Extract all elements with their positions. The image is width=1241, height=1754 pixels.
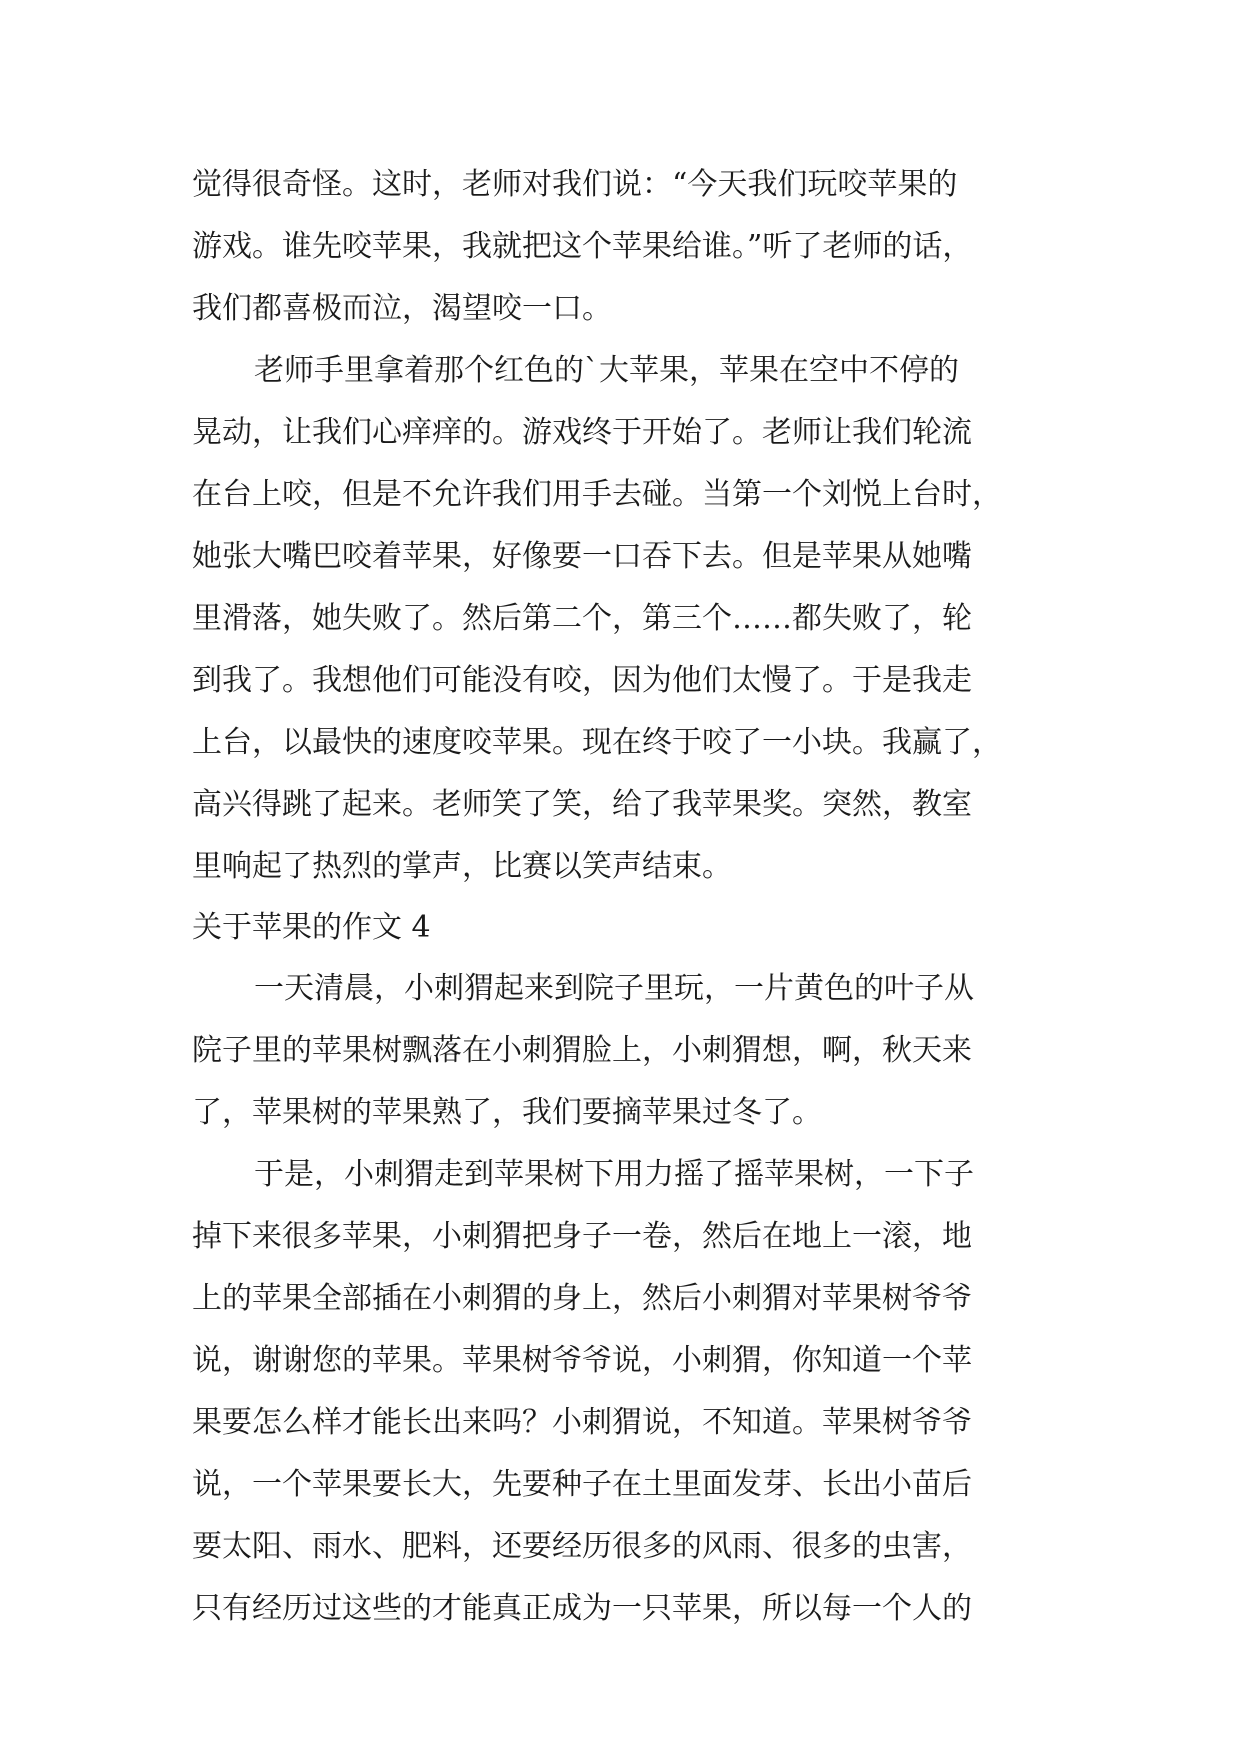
paragraph-line: 在台上咬，但是不允许我们用手去碰。当第一个刘悦上台时，: [192, 477, 1002, 512]
paragraph-line: 说，谢谢您的苹果。苹果树爷爷说，小刺猬，你知道一个苹: [192, 1343, 972, 1378]
paragraph-line: 游戏。谁先咬苹果，我就把这个苹果给谁。”听了老师的话，: [192, 229, 973, 264]
paragraph-line: 一天清晨，小刺猬起来到院子里玩，一片黄色的叶子从: [254, 971, 974, 1006]
paragraph-line: 我们都喜极而泣，渴望咬一口。: [192, 291, 612, 326]
paragraph-line: 了，苹果树的苹果熟了，我们要摘苹果过冬了。: [192, 1095, 822, 1130]
paragraph-line: 到我了。我想他们可能没有咬，因为他们太慢了。于是我走: [192, 663, 972, 698]
paragraph-line: 要太阳、雨水、肥料，还要经历很多的风雨、很多的虫害，: [192, 1529, 972, 1564]
paragraph-line: 她张大嘴巴咬着苹果，好像要一口吞下去。但是苹果从她嘴: [192, 539, 972, 574]
paragraph-line: 果要怎么样才能长出来吗？小刺猬说，不知道。苹果树爷爷: [192, 1405, 972, 1440]
paragraph-line: 只有经历过这些的才能真正成为一只苹果，所以每一个人的: [192, 1591, 972, 1626]
document-body: [192, 154, 1072, 1640]
paragraph-line: 上台，以最快的速度咬苹果。现在终于咬了一小块。我赢了，: [192, 725, 1002, 760]
paragraph-line: 说，一个苹果要长大，先要种子在土里面发芽、长出小苗后: [192, 1467, 972, 1502]
paragraph-line: 里响起了热烈的掌声，比赛以笑声结束。: [192, 849, 732, 884]
paragraph-line: 里滑落，她失败了。然后第二个，第三个……都失败了，轮: [192, 601, 972, 636]
section-heading: 关于苹果的作文 4: [192, 910, 431, 945]
paragraph-line: 于是，小刺猬走到苹果树下用力摇了摇苹果树，一下子: [254, 1157, 974, 1192]
paragraph-line: 觉得很奇怪。这时，老师对我们说：“今天我们玩咬苹果的: [192, 167, 958, 202]
paragraph-line: 高兴得跳了起来。老师笑了笑，给了我苹果奖。突然，教室: [192, 787, 972, 822]
paragraph-line: 晃动，让我们心痒痒的。游戏终于开始了。老师让我们轮流: [192, 415, 972, 450]
paragraph-line: 上的苹果全部插在小刺猬的身上，然后小刺猬对苹果树爷爷: [192, 1281, 972, 1316]
paragraph-line: 老师手里拿着那个红色的`大苹果，苹果在空中不停的: [254, 353, 959, 388]
paragraph-line: 院子里的苹果树飘落在小刺猬脸上，小刺猬想，啊，秋天来: [192, 1033, 972, 1068]
paragraph-line: 掉下来很多苹果，小刺猬把身子一卷，然后在地上一滚，地: [192, 1219, 972, 1254]
